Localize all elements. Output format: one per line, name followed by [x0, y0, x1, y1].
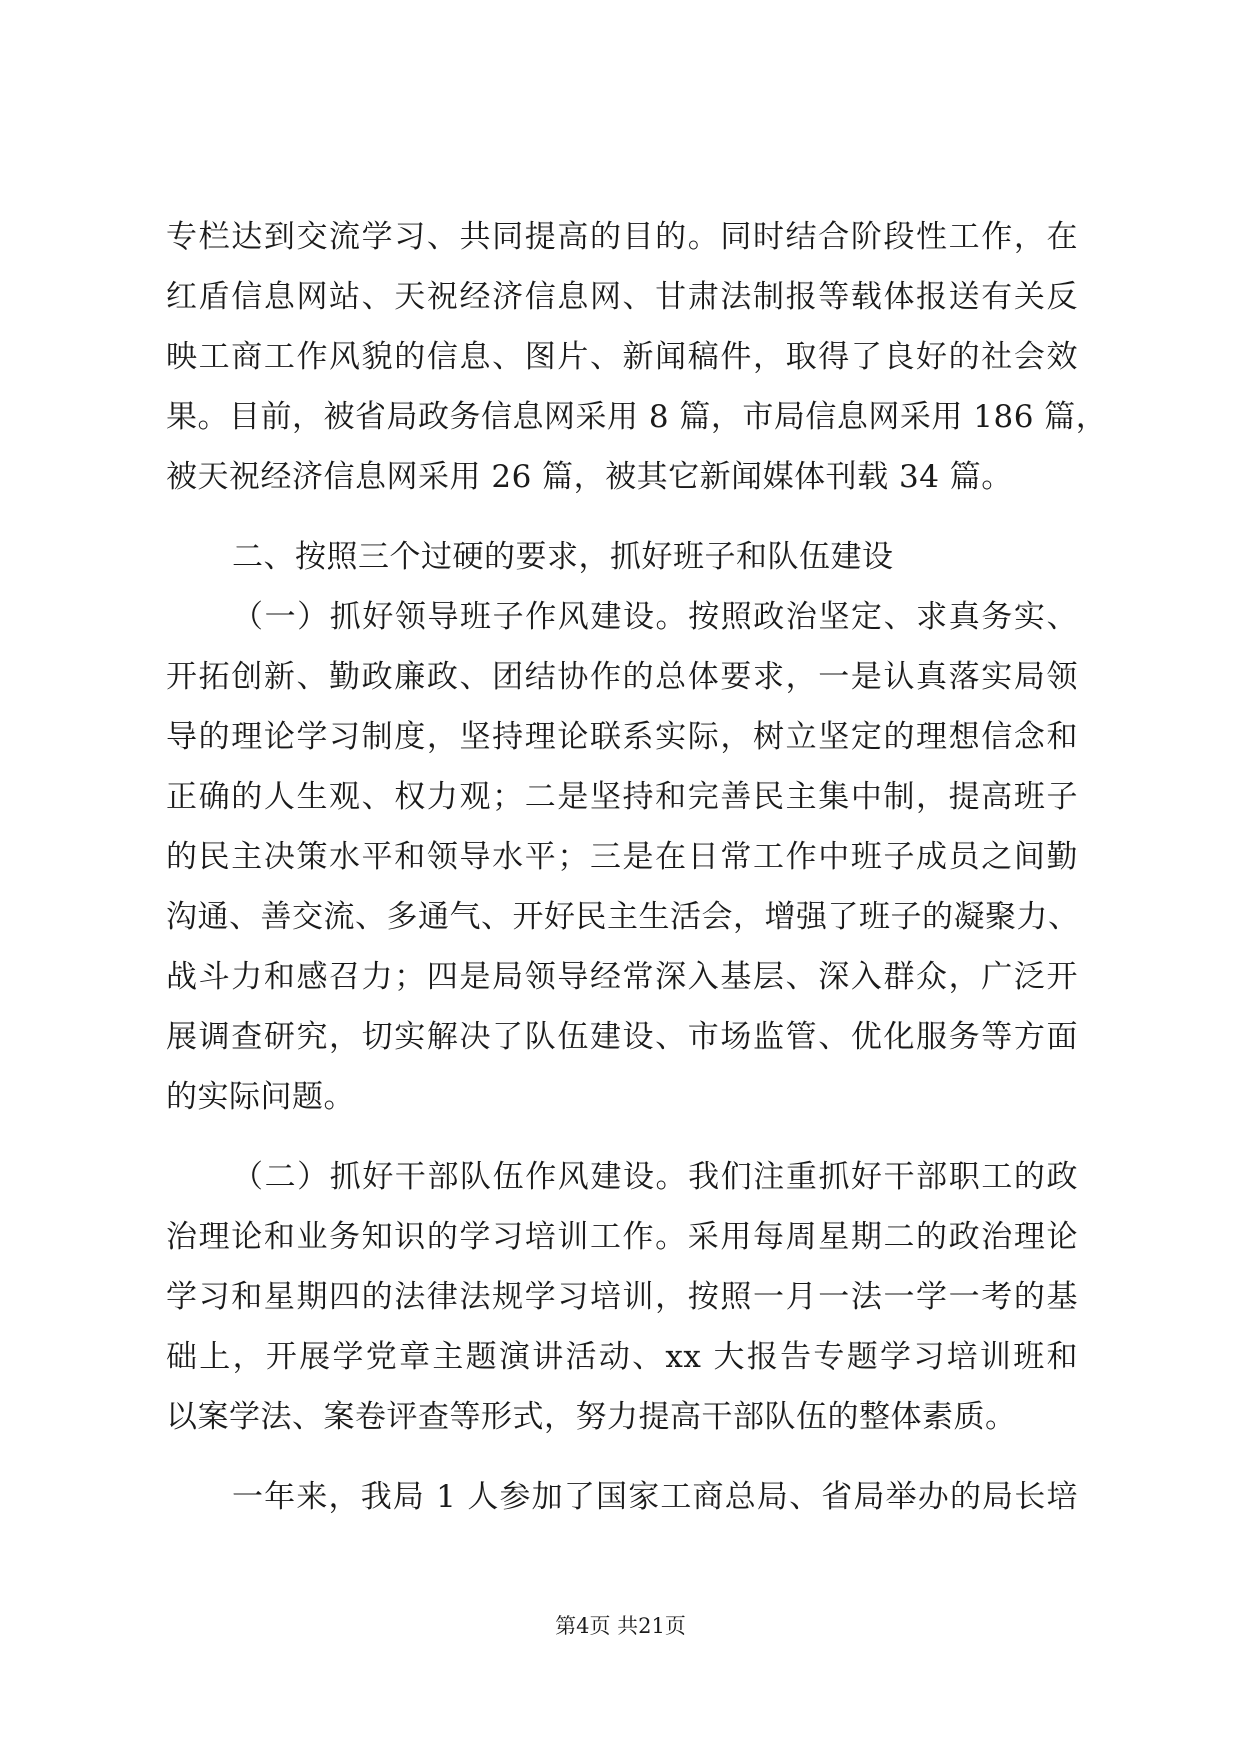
body-line: 以案学法、案卷评查等形式，努力提高干部队伍的整体素质。 [166, 1399, 1017, 1435]
body-line: 的实际问题。 [166, 1079, 355, 1115]
body-line: 的民主决策水平和领导水平；三是在日常工作中班子成员之间勤 [166, 839, 1078, 875]
body-line: 学习和星期四的法律法规学习培训，按照一月一法一学一考的基 [166, 1279, 1078, 1315]
body-line: （二）抓好干部队伍作风建设。我们注重抓好干部职工的政 [232, 1159, 1078, 1195]
body-line: 红盾信息网站、天祝经济信息网、甘肃法制报等载体报送有关反 [166, 279, 1078, 315]
body-line: 专栏达到交流学习、共同提高的目的。同时结合阶段性工作，在 [166, 219, 1078, 255]
body-line: 正确的人生观、权力观；二是坚持和完善民主集中制，提高班子 [166, 779, 1078, 815]
body-line: 一年来，我局 1 人参加了国家工商总局、省局举办的局长培 [232, 1479, 1078, 1515]
body-line: 被天祝经济信息网采用 26 篇，被其它新闻媒体刊载 34 篇。 [166, 459, 1013, 495]
body-line: （一）抓好领导班子作风建设。按照政治坚定、求真务实、 [232, 599, 1078, 635]
body-line: 沟通、善交流、多通气、开好民主生活会，增强了班子的凝聚力、 [166, 899, 1080, 935]
body-line: 础上，开展学党章主题演讲活动、xx 大报告专题学习培训班和 [166, 1339, 1078, 1375]
body-line: 开拓创新、勤政廉政、团结协作的总体要求，一是认真落实局领 [166, 659, 1078, 695]
page-number-footer: 第4页 共21页 [555, 1614, 686, 1638]
body-line: 展调查研究，切实解决了队伍建设、市场监管、优化服务等方面 [166, 1019, 1078, 1055]
body-line: 战斗力和感召力；四是局领导经常深入基层、深入群众，广泛开 [166, 959, 1078, 995]
body-line: 果。目前，被省局政务信息网采用 8 篇，市局信息网采用 186 篇， [166, 399, 1108, 435]
body-line: 映工商工作风貌的信息、图片、新闻稿件，取得了良好的社会效 [166, 339, 1078, 375]
body-line: 导的理论学习制度，坚持理论联系实际，树立坚定的理想信念和 [166, 719, 1078, 755]
section-heading: 二、按照三个过硬的要求，抓好班子和队伍建设 [232, 539, 894, 575]
body-line: 治理论和业务知识的学习培训工作。采用每周星期二的政治理论 [166, 1219, 1078, 1255]
